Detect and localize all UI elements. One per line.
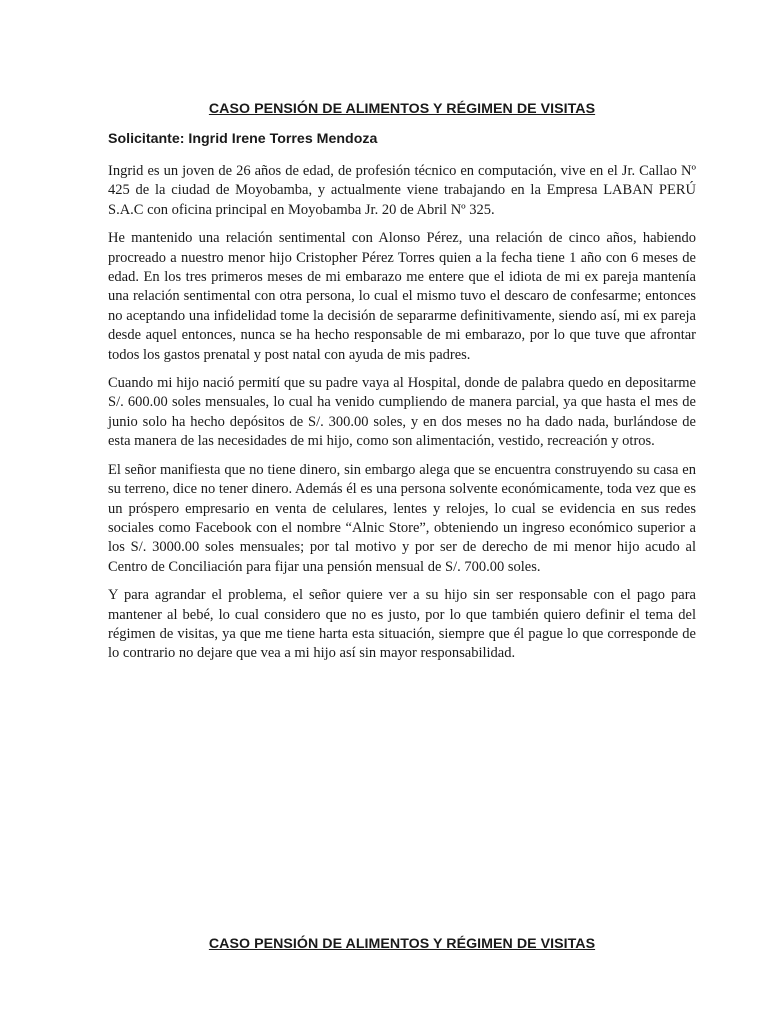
paragraph-1: Ingrid es un joven de 26 años de edad, de profesión técnico en computación, vive en el Jr. Callao Nº 425 de la ciudad de Moyobamba, y actualmente viene trabajando en la Empresa LABAN PERÚ S.A.C con oficina principal en Moyobamba Jr. 20 de Abril Nº 325.: [108, 163, 696, 218]
paragraph-2: He mantenido una relación sentimental con Alonso Pérez, una relación de cinco años, habiendo procreado a nuestro menor hijo Cristopher Pérez Torres quien a la fecha tiene 1 año con 6 meses de edad. En los tres primeros meses de mi embarazo me entere que el idiota de mi ex pareja mantenía una relación sentimental con otra persona, lo cual el mismo tuvo el descaro de confesarme; entonces no aceptando una infidelidad tome la decisión de separarme definitivamente, siendo así, mi ex pareja desde aquel entonces, nunca se ha hecho responsable de mi embarazo, por lo que tuve que afrontar todos los gastos prenatal y post natal con ayuda de mis padres.: [108, 230, 696, 363]
paragraph-5: Y para agrandar el problema, el señor quiere ver a su hijo sin ser responsable con el pago para mantener al bebé, lo cual considero que no es justo, por lo que también quiero definir el tema del régimen de visitas, ya que me tiene harta esta situación, siempre que él pague lo que corresponde de lo contrario no dejare que vea a mi hijo así sin mayor responsabilidad.: [108, 587, 696, 662]
next-page-title: CASO PENSIÓN DE ALIMENTOS Y RÉGIMEN DE VISITAS: [208, 936, 596, 952]
applicant-line: Solicitante: Ingrid Irene Torres Mendoza: [108, 131, 378, 147]
next-page-header: [108, 933, 696, 955]
paragraph-4: El señor manifiesta que no tiene dinero, sin embargo alega que se encuentra construyendo su casa en su terreno, dice no tener dinero. Además él es una persona solvente económicamente, toda vez que es un próspero empresario en venta de celulares, lentes y relojes, lo cual se evidencia en sus redes sociales como Facebook con el nombre “Alnic Store”, obteniendo un ingreso económico superior a los S/. 3000.00 soles mensuales; por tal motivo y por ser de derecho de mi menor hijo acudo al Centro de Conciliación para fijar una pensión mensual de S/. 700.00 soles.: [108, 461, 696, 575]
document-page: [108, 98, 696, 664]
paragraph-3: Cuando mi hijo nació permití que su padre vaya al Hospital, donde de palabra quedo en depositarme S/. 600.00 soles mensuales, lo cual ha venido cumpliendo de manera parcial, ya que hasta el mes de junio solo ha hecho depósitos de S/. 300.00 soles, y en dos meses no ha dado nada, burlándose de esta manera de las necesidades de mi hijo, como son alimentación, vestido, recreación y otros.: [108, 375, 696, 450]
document-title: CASO PENSIÓN DE ALIMENTOS Y RÉGIMEN DE VISITAS: [208, 101, 596, 117]
